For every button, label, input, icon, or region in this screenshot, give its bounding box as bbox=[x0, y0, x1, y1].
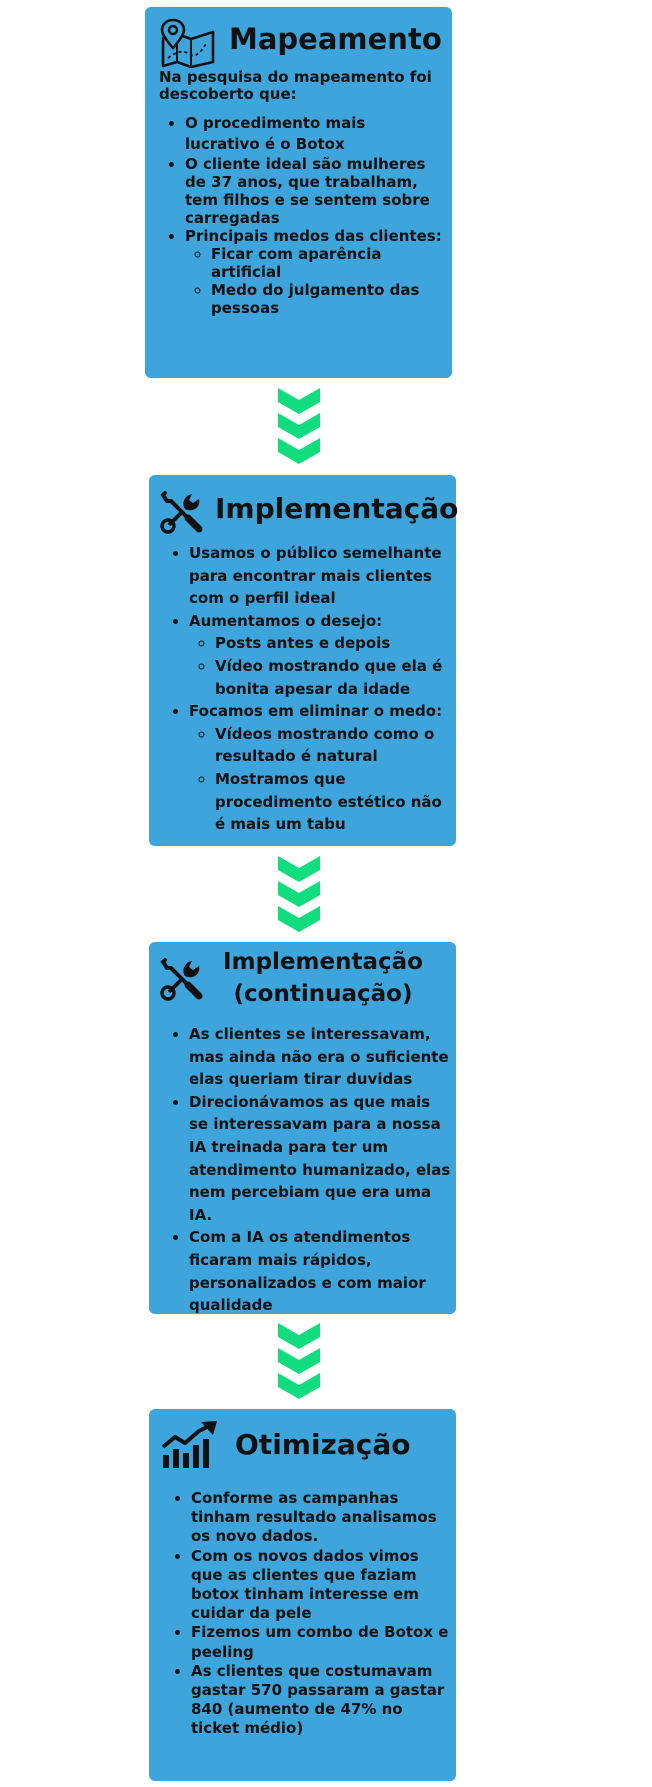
list-item: • Direcionávamos as que mais se interessavam para a nossa IA treinada para ter um atendimento humanizado, elas nem percebiam que era uma IA. bbox=[189, 1091, 453, 1227]
list-item: • Usamos o público semelhante para encontrar mais clientes com o perfil ideal bbox=[189, 542, 453, 610]
step-content bbox=[165, 1489, 451, 1739]
tools-icon bbox=[159, 956, 205, 1002]
sub-list-item: ◦ Mostramos que procedimento estético não é mais um tabu bbox=[215, 768, 453, 836]
sub-list-item: ◦ Vídeos mostrando como o resultado é natural bbox=[215, 723, 453, 768]
step-list bbox=[163, 1023, 453, 1317]
list-item: • As clientes que costumavam gastar 570 passaram a gastar 840 (aumento de 47% no ticket médio) bbox=[191, 1662, 451, 1739]
step-list bbox=[163, 542, 453, 836]
list-item: • Fizemos um combo de Botox e peeling bbox=[191, 1623, 451, 1661]
sub-list bbox=[185, 245, 443, 317]
step-title: Otimização bbox=[235, 1428, 411, 1461]
list-item: • Focamos em eliminar o medo: ◦ Vídeos mostrando como o resultado é natural ◦ Mostramos que procedimento estético não é mais um tabu bbox=[189, 700, 453, 836]
list-item: • As clientes se interessavam, mas ainda não era o suficiente elas queriam tirar duvidas bbox=[189, 1023, 453, 1091]
list-item: • Com a IA os atendimentos ficaram mais rápidos, personalizados e com maior qualidade bbox=[189, 1226, 453, 1316]
map-pin-icon bbox=[159, 18, 217, 68]
list-item: • O cliente ideal são mulheres de 37 anos, que trabalham, tem filhos e se sentem sobre carregadas bbox=[185, 155, 443, 227]
step-title: Implementação (continuação) bbox=[223, 949, 423, 1007]
step-content bbox=[163, 542, 453, 836]
chevron-down-arrow bbox=[278, 388, 320, 464]
step-intro: Na pesquisa do mapeamento foi descoberto que: bbox=[159, 68, 432, 103]
chevron-down-arrow bbox=[278, 1323, 320, 1399]
list-item: • Principais medos das clientes: ◦ Ficar com aparência artificial ◦ Medo do julgamento das pessoas bbox=[185, 227, 443, 317]
step-list bbox=[159, 113, 443, 317]
sub-list-item: ◦ Vídeo mostrando que ela é bonita apesar da idade bbox=[215, 655, 453, 700]
sub-list-item: ◦ Ficar com aparência artificial bbox=[211, 245, 443, 281]
sub-list-item: ◦ Medo do julgamento das pessoas bbox=[211, 281, 443, 317]
step-card-mapeamento bbox=[145, 7, 452, 378]
step-title: Implementação bbox=[215, 492, 459, 525]
step-title: Mapeamento bbox=[229, 22, 442, 56]
step-card-implementacao-continuacao bbox=[149, 942, 456, 1314]
step-card-otimizacao bbox=[149, 1409, 456, 1781]
step-content bbox=[159, 69, 443, 317]
step-content bbox=[163, 1023, 453, 1317]
step-card-implementacao bbox=[149, 475, 459, 846]
tools-icon bbox=[159, 489, 205, 535]
list-item: • O procedimento mais lucrativo é o Botox bbox=[185, 113, 443, 155]
list-item: • Conforme as campanhas tinham resultado analisamos os novo dados. bbox=[191, 1489, 451, 1547]
sub-list bbox=[189, 723, 453, 836]
list-item: • Aumentamos o desejo: ◦ Posts antes e depois ◦ Vídeo mostrando que ela é bonita apesar da idade bbox=[189, 610, 453, 700]
growth-chart-icon bbox=[161, 1421, 221, 1469]
sub-list-item: ◦ Posts antes e depois bbox=[215, 632, 453, 655]
chevron-down-arrow bbox=[278, 856, 320, 932]
step-list bbox=[165, 1489, 451, 1739]
sub-list bbox=[189, 632, 453, 700]
list-item: • Com os novos dados vimos que as clientes que faziam botox tinham interesse em cuidar da pele bbox=[191, 1547, 451, 1624]
